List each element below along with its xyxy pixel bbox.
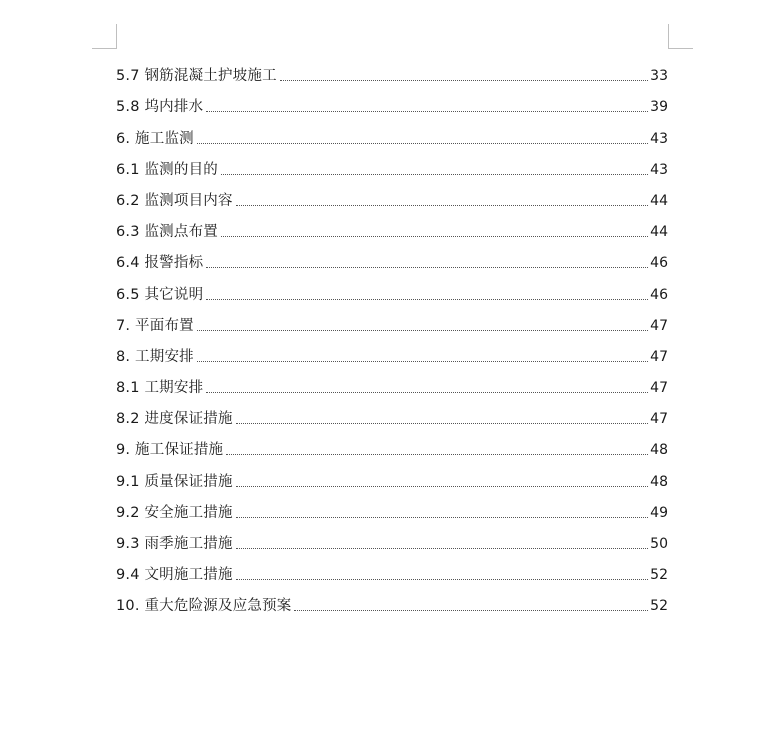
toc-entry-title: 8.1 工期安排 xyxy=(116,380,204,397)
toc-entry[interactable] xyxy=(116,335,668,366)
toc-entry[interactable] xyxy=(116,397,668,428)
toc-entry[interactable] xyxy=(116,491,668,522)
toc-page-number: 47 xyxy=(650,411,668,428)
toc-dot-leader xyxy=(236,548,648,549)
toc-entry-title: 9.3 雨季施工措施 xyxy=(116,536,233,552)
toc-dot-leader xyxy=(236,486,648,487)
toc-dot-leader xyxy=(197,330,648,331)
toc-entry[interactable] xyxy=(116,428,668,459)
toc-page-number: 49 xyxy=(650,504,668,521)
toc-entry[interactable] xyxy=(116,210,668,241)
toc-entry-title: 6.4 报警指标 xyxy=(116,255,204,272)
toc-entry[interactable] xyxy=(116,459,668,490)
toc-entry-title: 8. 工期安排 xyxy=(116,348,194,365)
toc-entry-title: 9.2 安全施工措施 xyxy=(116,504,233,521)
toc-dot-leader xyxy=(236,205,648,206)
toc-entry[interactable] xyxy=(116,304,668,335)
toc-page-number: 44 xyxy=(650,224,668,241)
toc-page-number: 46 xyxy=(650,286,668,303)
toc-entry[interactable] xyxy=(116,116,668,147)
toc-entry-title: 9. 施工保证措施 xyxy=(116,442,224,459)
table-of-contents xyxy=(116,54,668,615)
toc-entry[interactable] xyxy=(116,366,668,397)
toc-dot-leader xyxy=(221,174,648,175)
toc-dot-leader xyxy=(294,610,648,611)
toc-page-number: 48 xyxy=(650,473,668,490)
toc-entry[interactable] xyxy=(116,241,668,272)
toc-entry-title: 9.4 文明施工措施 xyxy=(116,567,233,584)
toc-dot-leader xyxy=(206,267,648,268)
toc-page-number: 47 xyxy=(650,380,668,397)
toc-entry-title: 5.8 坞内排水 xyxy=(116,99,204,116)
toc-page-number: 39 xyxy=(650,99,668,116)
toc-dot-leader xyxy=(280,80,648,81)
toc-entry[interactable] xyxy=(116,584,668,615)
toc-entry-title: 6.3 监测点布置 xyxy=(116,224,218,241)
toc-entry[interactable] xyxy=(116,148,668,179)
toc-dot-leader xyxy=(206,111,648,112)
crop-mark-top-right xyxy=(668,24,693,49)
toc-page-number: 52 xyxy=(650,598,668,615)
toc-entry[interactable] xyxy=(116,85,668,116)
toc-entry-title: 6.1 监测的目的 xyxy=(116,161,218,178)
toc-page-number: 46 xyxy=(650,255,668,272)
toc-page-number: 33 xyxy=(650,68,668,85)
toc-dot-leader xyxy=(206,299,648,300)
toc-dot-leader xyxy=(197,143,648,144)
toc-entry-title: 7. 平面布置 xyxy=(116,317,194,334)
toc-page-number: 44 xyxy=(650,192,668,209)
toc-page-number: 48 xyxy=(650,442,668,459)
toc-page-number: 52 xyxy=(650,567,668,584)
toc-entry[interactable] xyxy=(116,522,668,553)
toc-dot-leader xyxy=(221,236,648,237)
toc-page-number: 43 xyxy=(650,161,668,178)
toc-entry-title: 6.5 其它说明 xyxy=(116,286,204,303)
toc-dot-leader xyxy=(236,579,648,580)
toc-page-number: 43 xyxy=(650,130,668,147)
toc-dot-leader xyxy=(236,517,648,518)
toc-page-number: 47 xyxy=(650,348,668,365)
toc-dot-leader xyxy=(206,392,648,393)
toc-entry-title: 6. 施工监测 xyxy=(116,130,194,147)
toc-dot-leader xyxy=(226,454,648,455)
crop-mark-top-left xyxy=(92,24,117,49)
toc-entry[interactable] xyxy=(116,54,668,85)
toc-page-number: 47 xyxy=(650,317,668,334)
toc-entry[interactable] xyxy=(116,553,668,584)
toc-entry-title: 10. 重大危险源及应急预案 xyxy=(116,598,292,615)
toc-dot-leader xyxy=(236,423,648,424)
toc-entry-title: 8.2 进度保证措施 xyxy=(116,411,233,428)
toc-entry[interactable] xyxy=(116,179,668,210)
toc-entry[interactable] xyxy=(116,272,668,303)
toc-entry-title: 9.1 质量保证措施 xyxy=(116,473,233,490)
toc-page-number: 50 xyxy=(650,536,668,552)
toc-entry-title: 5.7 钢筋混凝土护坡施工 xyxy=(116,68,277,85)
toc-entry-title: 6.2 监测项目内容 xyxy=(116,192,233,209)
toc-dot-leader xyxy=(197,361,648,362)
